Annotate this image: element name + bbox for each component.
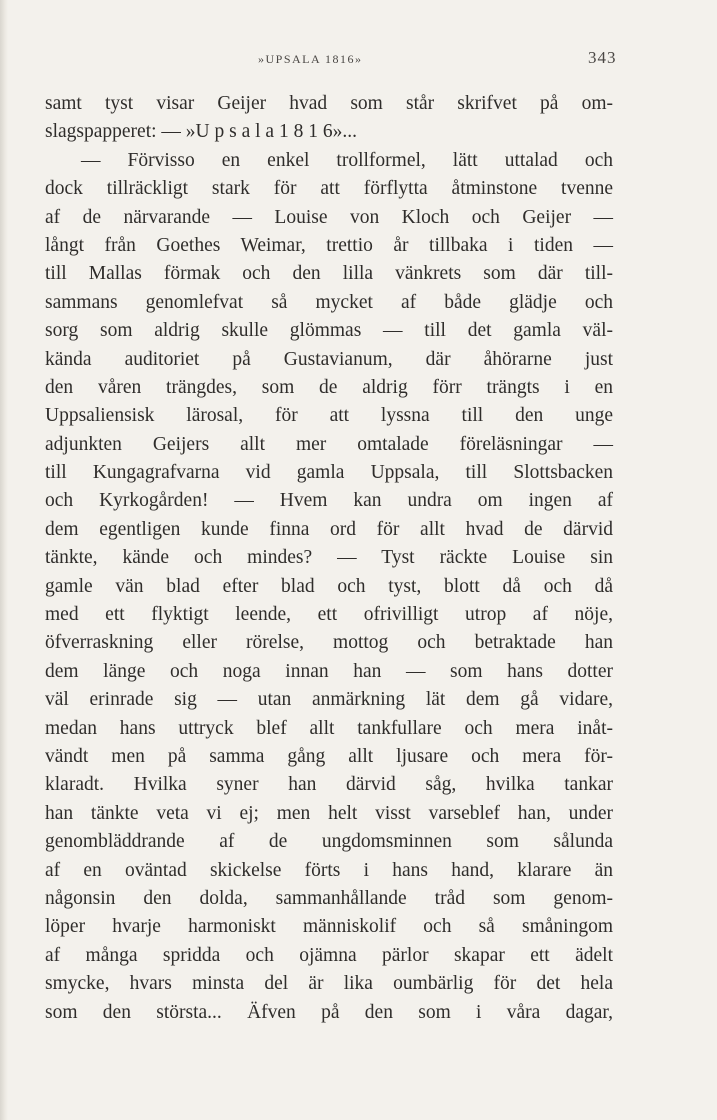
text-line: löper hvarje harmoniskt människolif och så småningom [45, 916, 613, 938]
text-line: långt från Goethes Weimar, trettio år tillbaka i tiden — [45, 234, 613, 256]
text-line: smycke, hvars minsta del är lika oumbärlig för det hela [45, 973, 613, 995]
body-text [45, 90, 613, 1027]
text-line: han tänkte veta vi ej; men helt visst varseblef han, under [45, 802, 613, 824]
text-line: väl erinrade sig — utan anmärkning lät dem gå vidare, [45, 689, 613, 711]
page-number: 343 [588, 48, 617, 67]
text-line: öfverraskning eller rörelse, mottog och betraktade han [45, 632, 613, 654]
text-line: som den största... Äfven på den som i våra dagar, [45, 1001, 613, 1023]
text-line: adjunkten Geijers allt mer omtalade föreläsningar — [45, 433, 613, 455]
text-line: tänkte, kände och mindes? — Tyst räckte Louise sin [45, 547, 613, 569]
text-line: medan hans uttryck blef allt tankfullare och mera inåt- [45, 717, 613, 739]
text-line: af en oväntad skickelse förts i hans hand, klarare än [45, 859, 613, 881]
text-line: samt tyst visar Geijer hvad som står skrifvet på om- [45, 93, 613, 114]
text-line: till Kungagrafvarna vid gamla Uppsala, till Slottsbacken [45, 462, 613, 484]
text-line: vändt men på samma gång allt ljusare och mera för- [45, 745, 613, 767]
text-line: till Mallas förmak och den lilla vänkrets som där till- [45, 263, 613, 285]
running-header-title: »UPSALA 1816» [258, 52, 363, 66]
text-line: sammans genomlefvat så mycket af både glädje och [45, 291, 613, 313]
text-line: med ett flyktigt leende, ett ofrivilligt utrop af nöje, [45, 604, 613, 626]
text-line: sorg som aldrig skulle glömmas — till det gamla väl- [45, 320, 613, 342]
page-binding-edge [0, 0, 8, 1120]
text-line: klaradt. Hvilka syner han därvid såg, hvilka tankar [45, 774, 613, 796]
text-line: och Kyrkogården! — Hvem kan undra om ingen af [45, 490, 613, 512]
text-line: genombläddrande af de ungdomsminnen som sålunda [45, 831, 613, 853]
text-line: dem egentligen kunde finna ord för allt hvad de därvid [45, 518, 613, 540]
text-line: af många spridda och ojämna pärlor skapar ett ädelt [45, 944, 613, 966]
running-header [0, 48, 717, 72]
text-line: kända auditoriet på Gustavianum, där åhörarne just [45, 348, 613, 370]
text-line: af de närvarande — Louise von Kloch och Geijer — [45, 206, 613, 228]
text-line: någonsin den dolda, sammanhållande tråd som genom- [45, 887, 613, 909]
text-line: gamle vän blad efter blad och tyst, blott då och då [45, 575, 613, 597]
text-line: den våren trängdes, som de aldrig förr trängts i en [45, 376, 613, 398]
text-line: dock tillräckligt stark för att förflytta åtminstone tvenne [45, 178, 613, 200]
text-line: — Förvisso en enkel trollformel, lätt uttalad och [81, 149, 613, 171]
text-line: dem länge och noga innan han — som hans dotter [45, 660, 613, 682]
text-line: slagspapperet: — »U p s a l a 1 8 1 6»... [45, 121, 357, 143]
text-line: Uppsaliensisk lärosal, för att lyssna till den unge [45, 405, 613, 427]
